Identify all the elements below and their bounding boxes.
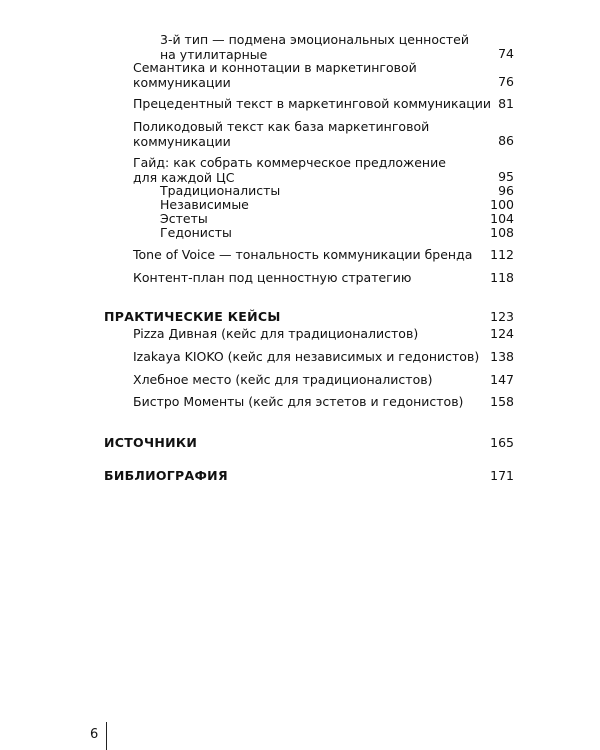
footer-divider (106, 722, 107, 750)
toc-entry-line: коммуникации (133, 133, 231, 149)
toc-page-number: 86 (498, 133, 514, 148)
toc-page-number: 165 (490, 435, 514, 450)
toc-entry (133, 97, 491, 112)
toc-entry-line: Прецедентный текст в маркетинговой коммуникации (133, 96, 492, 111)
toc-page-number: 147 (490, 372, 514, 387)
toc-entry-line: Гайд: как собрать коммерческое предложение (133, 155, 446, 170)
toc-page-number: 108 (490, 225, 514, 240)
toc-page-number: 124 (490, 326, 514, 341)
toc-entry-line: Бистро Моменты (кейс для эстетов и гедонистов) (133, 394, 464, 409)
toc-section-heading: ИСТОЧНИКИ (104, 435, 198, 450)
toc-page-number: 171 (490, 468, 514, 483)
toc-page-number: 96 (498, 183, 514, 198)
toc-case-entry (133, 327, 418, 342)
toc-entry-line: Поликодовый текст как база маркетинговой (133, 119, 430, 134)
toc-entry-line: Контент-план под ценностную стратегию (133, 270, 412, 285)
toc-entry-line: Семантика и коннотации в маркетинговой (133, 60, 417, 75)
toc-page-number: 123 (490, 309, 514, 324)
toc-entry-line: 3-й тип — подмена эмоциональных ценностей (160, 32, 469, 47)
toc-case-entry (133, 373, 432, 388)
toc-page-number: 118 (490, 270, 514, 285)
toc-entry-line: для каждой ЦС (133, 169, 235, 185)
toc-entry-line: коммуникации (133, 74, 231, 90)
toc-entry-line: Традиционалисты (160, 183, 281, 198)
toc-page-number: 81 (498, 96, 514, 111)
toc-entry-line: на утилитарные (160, 46, 268, 62)
toc-entry (133, 248, 472, 263)
page-number: 6 (90, 727, 99, 742)
toc-entry (133, 61, 417, 90)
toc-case-entry (133, 350, 479, 365)
toc-entry-line: Izakaya KIOKO (кейс для независимых и гедонистов) (133, 349, 480, 364)
toc-entry-line: Tone of Voice — тональность коммуникации бренда (133, 247, 473, 262)
toc-page-number: 104 (490, 211, 514, 226)
toc-page-number: 100 (490, 197, 514, 212)
toc-entry-line: Хлебное место (кейс для традиционалистов) (133, 372, 433, 387)
toc-page-number: 112 (490, 247, 514, 262)
toc-entry (160, 33, 469, 62)
toc-page-number: 158 (490, 394, 514, 409)
toc-page-number: 95 (498, 169, 514, 184)
toc-entry (133, 120, 429, 149)
toc-entry (133, 156, 446, 185)
toc-page-number: 138 (490, 349, 514, 364)
toc-page-number: 74 (498, 46, 514, 61)
toc-subentry (160, 226, 232, 241)
toc-section-heading: БИБЛИОГРАФИЯ (104, 468, 228, 483)
toc-case-entry (133, 395, 463, 410)
toc-entry-line: Pizza Дивная (кейс для традиционалистов) (133, 326, 419, 341)
toc-entry-line: Независимые (160, 197, 249, 212)
toc-page-number: 76 (498, 74, 514, 89)
toc-section-heading: ПРАКТИЧЕСКИЕ КЕЙСЫ (104, 309, 281, 324)
toc-entry-line: Гедонисты (160, 225, 232, 240)
toc-entry-line: Эстеты (160, 211, 208, 226)
toc-entry (133, 271, 411, 286)
